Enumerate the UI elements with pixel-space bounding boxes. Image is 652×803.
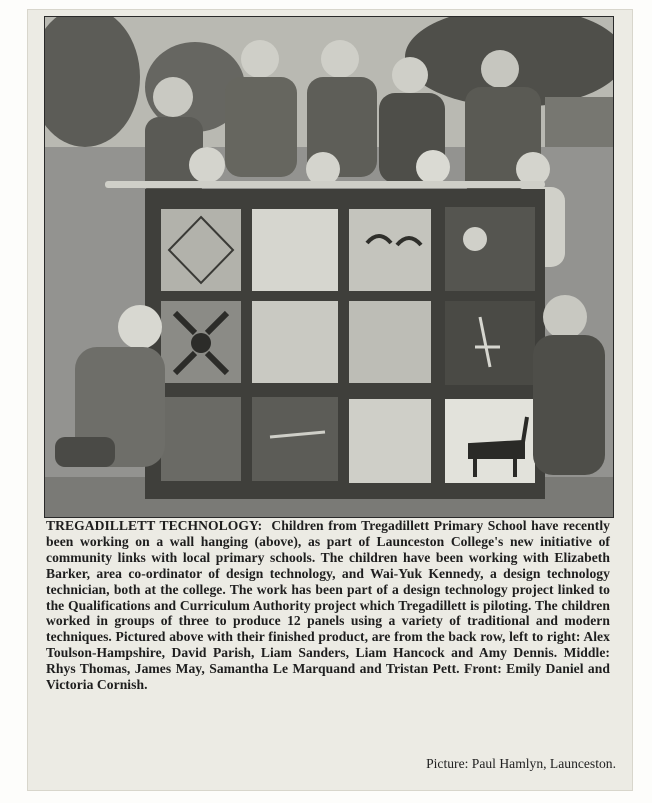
article-headline: TREGADILLETT TECHNOLOGY: [46, 518, 272, 533]
hanging-pole [105, 181, 545, 188]
photo-illustration [45, 17, 613, 517]
shed [545, 97, 613, 147]
photo-credit: Picture: Paul Hamlyn, Launceston. [426, 756, 616, 771]
article-caption [46, 518, 610, 693]
article-body: Children from Tregadillett Primary School have recently been working on a wall hanging (above), as part of Launceston College's new initiative of community links with local primary schools. The children have been working with Elizabeth Barker, area co-ordinator of design technology, and Wai-Yuk Kennedy, a design technology technician, both at the college. The work has been part of a design technology project linked to the Qualifications and Curriculum Authority project which Tregadillett is piloting. The children worked in groups of three to produce 12 panels using a variety of traditional and modern techniques. Pictured above with their finished product, are from the back row, left to right: Alex Toulson-Hampshire, David Parish, Liam Sanders, Liam Hancock and Amy Dennis. Middle: Rhys Thomas, James May, Samantha Le Marquand and Tristan Pett. Front: Emily Daniel and Victoria Cornish. [46, 518, 611, 693]
group-photo [44, 16, 614, 518]
wall-hanging [145, 189, 545, 499]
